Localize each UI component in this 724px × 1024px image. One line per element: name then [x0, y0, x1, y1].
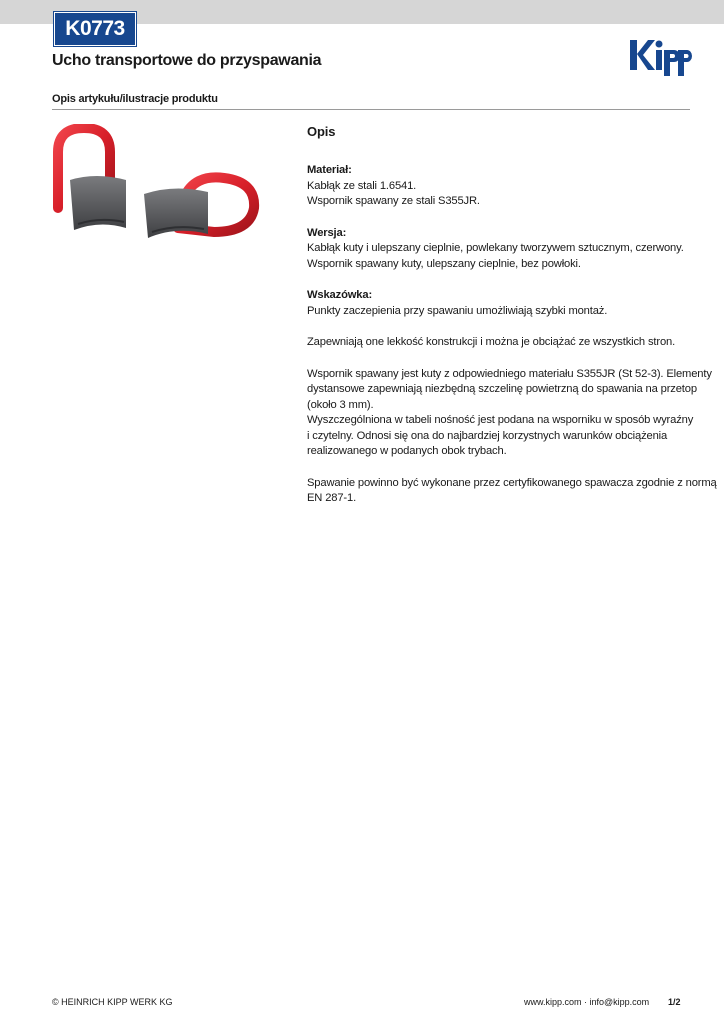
bracket-left: [70, 176, 126, 230]
page-title: Ucho transportowe do przyspawania: [52, 52, 322, 69]
version-line: Wspornik spawany kuty, ulepszany cieplnie, bez powłoki.: [307, 257, 581, 270]
footer-copyright: © HEINRICH KIPP WERK KG: [52, 997, 173, 1007]
paragraph-bracket: [307, 367, 712, 460]
footer-contact: www.kipp.com · info@kipp.com: [524, 997, 650, 1007]
paragraph-line: Spawanie powinno być wykonane przez certyfikowanego spawacza zgodnie z normą: [307, 476, 717, 489]
description-heading: Opis: [307, 124, 336, 139]
paragraph-line: Zapewniają one lekkość konstrukcji i można je obciążać ze wszystkich stron.: [307, 336, 676, 348]
paragraph-line: EN 287-1.: [307, 492, 357, 504]
paragraph-line: (około 3 mm).: [307, 398, 374, 411]
paragraph-lightness: [307, 335, 697, 351]
material-line: Kabłąk ze stali 1.6541.: [307, 179, 417, 192]
article-code-badge: K0773: [54, 12, 136, 46]
page-number: 1/2: [668, 997, 681, 1007]
section-heading: Opis artykułu/ilustracje produktu: [52, 93, 218, 105]
paragraph-line: i czytelny. Odnosi się ona do najbardziej korzystnych warunków obciążenia: [307, 429, 668, 442]
section-divider: [52, 109, 690, 110]
material-label: Materiał:: [307, 164, 352, 176]
paragraph-welding: [307, 476, 717, 507]
paragraph-line: realizowanego w podanych obok trybach.: [307, 445, 507, 457]
material-line: Wspornik spawany ze stali S355JR.: [307, 195, 480, 207]
hint-block: [307, 288, 697, 319]
description-content: [307, 124, 717, 523]
version-block: [307, 226, 697, 273]
hint-line: Punkty zaczepienia przy spawaniu umożliwiają szybki montaż.: [307, 304, 608, 317]
kipp-logo: [630, 36, 692, 76]
material-block: [307, 163, 697, 210]
version-line: Kabłąk kuty i ulepszany cieplnie, powlekany tworzywem sztucznym, czerwony.: [307, 242, 684, 254]
paragraph-line: Wspornik spawany jest kuty z odpowiedniego materiału S355JR (St 52-3). Elementy: [307, 367, 712, 380]
paragraph-line: Wyszczególniona w tabeli nośność jest podana na wsporniku w sposób wyraźny: [307, 414, 694, 426]
version-label: Wersja:: [307, 226, 347, 239]
hint-label: Wskazówka:: [307, 289, 373, 301]
product-image: [44, 124, 264, 246]
paragraph-line: dystansowe zapewniają niezbędną szczelinę powietrzną do spawania na przetop: [307, 383, 697, 395]
